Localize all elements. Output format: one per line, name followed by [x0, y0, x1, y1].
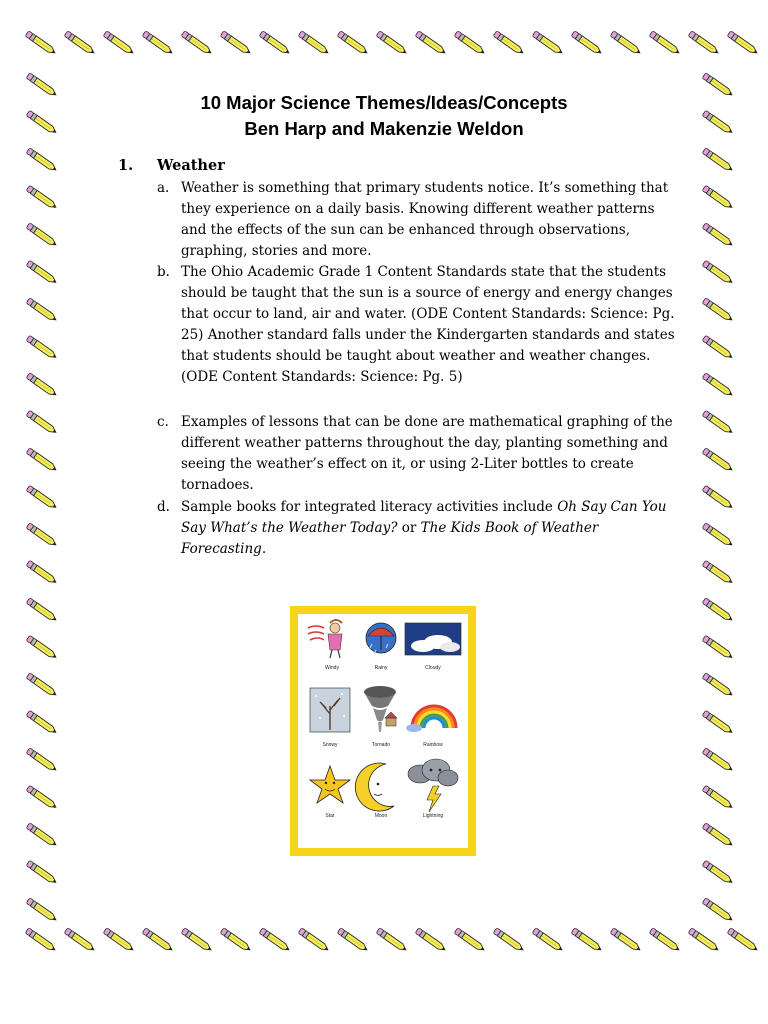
item-text-after: .: [261, 541, 267, 557]
list-item-d: [157, 497, 677, 560]
list-item-b: [157, 262, 677, 388]
page-title: 10 Major Science Themes/Ideas/Concepts: [200, 92, 568, 113]
list-item-a: [157, 178, 677, 262]
item-marker: a.: [157, 180, 170, 196]
caption-rainbow: Rainbow: [423, 742, 443, 748]
list-item-c: [157, 412, 677, 496]
book-title-2: The Kids Book of Weather Forecasting: [181, 520, 599, 557]
item-marker: d.: [157, 499, 170, 515]
weather-poster-image: [290, 606, 476, 856]
rainbow-icon: [406, 694, 461, 732]
snowy-icon: [310, 688, 350, 732]
item-text-before: Sample books for integrated literacy activities include: [181, 499, 558, 515]
caption-tornado: Tornado: [371, 742, 391, 748]
caption-star: Star: [325, 813, 335, 819]
caption-windy: Windy: [325, 665, 339, 671]
book-title-1: Oh Say Can You Say What’s the Weather Today?: [181, 499, 667, 536]
section-number: 1.: [118, 157, 134, 174]
caption-rainy: Rainy: [374, 665, 388, 671]
item-text: Examples of lessons that can be done are mathematical graphing of the different weather patterns throughout the day, planting something and seeing the weather’s effect on it, or using 2-Liter bottles to create tornadoes.: [181, 414, 673, 493]
caption-lightning: Lightning: [422, 813, 444, 819]
caption-moon: Moon: [374, 813, 388, 819]
item-marker: b.: [157, 264, 170, 280]
item-marker: c.: [157, 414, 169, 430]
item-text: The Ohio Academic Grade 1 Content Standards state that the students should be taught that the sun is a source of energy and energy changes that occur to land, air and water. (ODE Content Standards: Science: Pg. 25) Another standard falls under the Kindergarten standards and states that students should be taught about weather and weather changes. (ODE Content Standards: Science: Pg. 5): [181, 264, 675, 385]
cloudy-icon: [405, 623, 461, 655]
item-text: Weather is something that primary students notice. It’s something that they experience on a daily basis. Knowing different weather patterns and the effects of the sun can be enhanced through observations, graphing, stories and more.: [181, 180, 669, 259]
page-authors: Ben Harp and Makenzie Weldon: [244, 118, 524, 139]
caption-snowy: Snowy: [322, 742, 338, 748]
item-text: [181, 497, 677, 560]
item-text-between: or: [397, 520, 421, 536]
section-title: Weather: [157, 157, 225, 174]
caption-cloudy: Cloudy: [425, 665, 441, 671]
